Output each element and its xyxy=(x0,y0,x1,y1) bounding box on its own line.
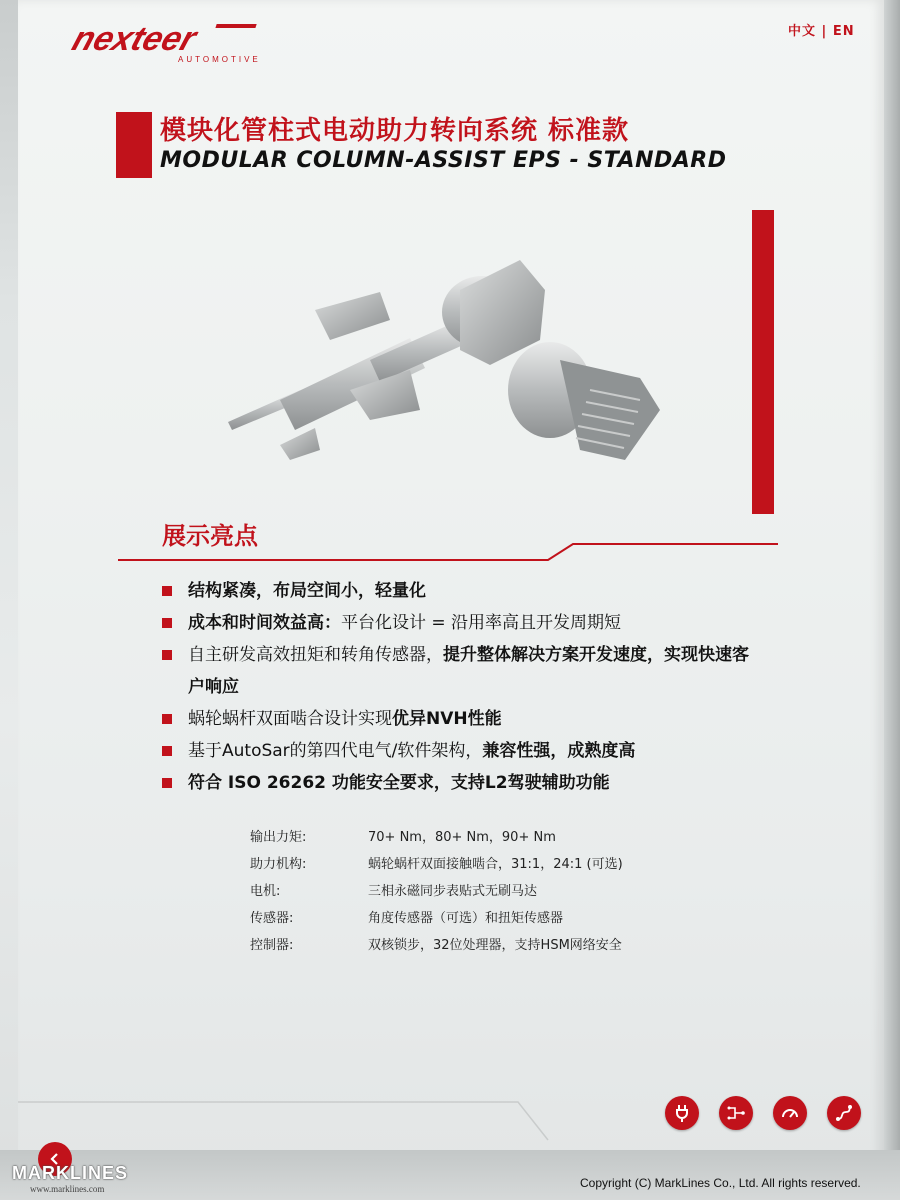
lang-en[interactable]: EN xyxy=(832,24,855,39)
title-english: MODULAR COLUMN-ASSIST EPS - STANDARD xyxy=(160,148,727,173)
vertical-accent-bar xyxy=(752,210,774,514)
spec-value: 双核锁步，32位处理器，支持HSM网络安全 xyxy=(368,938,622,953)
spec-value: 70+ Nm，80+ Nm，90+ Nm xyxy=(368,830,556,845)
spec-value: 蜗轮蜗杆双面接触啮合，31:1，24:1 (可选) xyxy=(368,857,623,872)
list-item: 基于AutoSar的第四代电气/软件架构，兼容性强，成熟度高 xyxy=(160,735,760,767)
title-chinese: 模块化管柱式电动助力转向系统 标准款 xyxy=(160,116,630,146)
decorative-lines xyxy=(18,1090,638,1160)
lang-cn[interactable]: 中文 xyxy=(788,24,817,39)
steering-column-image xyxy=(220,250,670,480)
spec-key: 传感器: xyxy=(250,911,294,926)
circuit-icon[interactable] xyxy=(719,1096,753,1130)
spec-key: 助力机构: xyxy=(250,857,307,872)
marklines-url: www.marklines.com xyxy=(30,1184,105,1194)
list-item: 蜗轮蜗杆双面啮合设计实现优异NVH性能 xyxy=(160,703,760,735)
table-row xyxy=(250,876,623,903)
list-item: 自主研发高效扭矩和转角传感器，提升整体解决方案开发速度，实现快速客户响应 xyxy=(160,639,760,703)
list-item: 成本和时间效益高：平台化设计 = 沿用率高且开发周期短 xyxy=(160,607,760,639)
lang-separator: | xyxy=(821,24,828,39)
marklines-watermark: MARKLINES xyxy=(12,1163,128,1183)
logo-subtitle: AUTOMOTIVE xyxy=(178,55,261,64)
spec-key: 控制器: xyxy=(250,938,294,953)
section-title: 展示亮点 xyxy=(162,522,258,550)
copyright-notice: Copyright (C) MarkLines Co., Ltd. All rights reserved. xyxy=(580,1176,861,1190)
spec-value: 角度传感器（可选）和扭矩传感器 xyxy=(368,911,564,926)
language-switcher xyxy=(788,20,855,39)
gauge-icon[interactable] xyxy=(773,1096,807,1130)
spec-key: 电机: xyxy=(250,884,281,899)
nexteer-logo xyxy=(68,20,308,66)
table-row xyxy=(250,822,623,849)
table-row xyxy=(250,930,623,957)
plug-icon[interactable] xyxy=(665,1096,699,1130)
table-row xyxy=(250,849,623,876)
section-divider xyxy=(118,538,778,568)
spec-table xyxy=(250,822,623,957)
spec-value: 三相永磁同步表贴式无刷马达 xyxy=(368,884,538,899)
highlight-list xyxy=(160,575,760,799)
spec-key: 输出力矩: xyxy=(250,830,307,845)
footer-icon-row xyxy=(665,1096,861,1130)
logo-wordmark: nexteer xyxy=(68,20,201,58)
table-row xyxy=(250,903,623,930)
board-edge xyxy=(884,0,900,1200)
title-accent-bar xyxy=(116,112,152,178)
list-item: 结构紧凑，布局空间小，轻量化 xyxy=(160,575,760,607)
route-icon[interactable] xyxy=(827,1096,861,1130)
list-item: 符合 ISO 26262 功能安全要求，支持L2驾驶辅助功能 xyxy=(160,767,760,799)
